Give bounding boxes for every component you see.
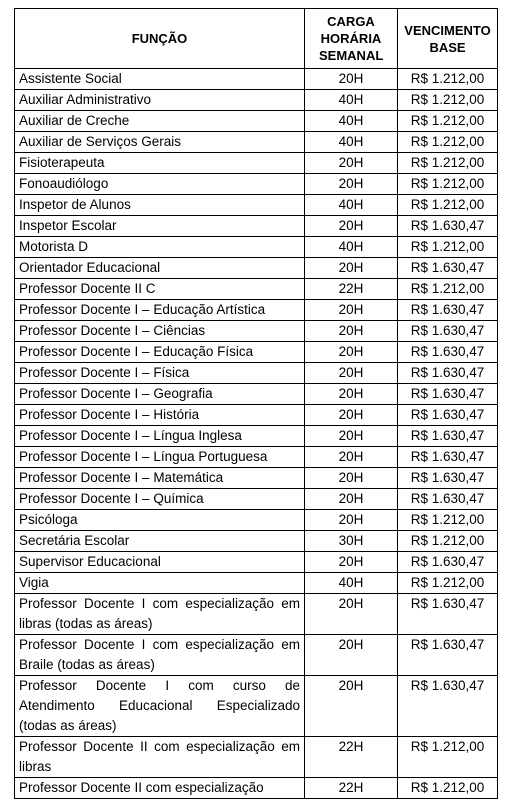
cell-carga-horaria: 20H: [305, 216, 398, 237]
cell-carga-horaria: 40H: [305, 132, 398, 153]
cell-funcao: Professor Docente I – História: [15, 405, 305, 426]
header-carga-horaria: CARGA HORÁRIA SEMANAL: [305, 9, 398, 69]
cell-funcao: Professor Docente I – Química: [15, 489, 305, 510]
header-vencimento-base: VENCIMENTO BASE: [398, 9, 498, 69]
table-row: [15, 384, 498, 405]
cell-carga-horaria: 20H: [305, 552, 398, 573]
cell-vencimento-base: R$ 1.630,47: [398, 321, 498, 342]
cell-funcao: Professor Docente I – Língua Portuguesa: [15, 447, 305, 468]
cell-vencimento-base: R$ 1.212,00: [398, 90, 498, 111]
cell-funcao: Orientador Educacional: [15, 258, 305, 279]
cell-funcao: Vigia: [15, 573, 305, 594]
table-row: [15, 635, 498, 676]
cell-carga-horaria: 40H: [305, 237, 398, 258]
table-row: [15, 216, 498, 237]
table-row: [15, 594, 498, 635]
cell-funcao: Supervisor Educacional: [15, 552, 305, 573]
cell-vencimento-base: R$ 1.212,00: [398, 237, 498, 258]
cell-carga-horaria: 22H: [305, 737, 398, 778]
cell-carga-horaria: 40H: [305, 573, 398, 594]
cell-funcao: Professor Docente I – Educação Artística: [15, 300, 305, 321]
cell-vencimento-base: R$ 1.212,00: [398, 279, 498, 300]
cell-vencimento-base: R$ 1.630,47: [398, 447, 498, 468]
cell-funcao: Professor Docente I – Língua Inglesa: [15, 426, 305, 447]
table-row: [15, 363, 498, 384]
cell-funcao: Professor Docente I – Física: [15, 363, 305, 384]
cell-funcao: Auxiliar de Serviços Gerais: [15, 132, 305, 153]
cell-carga-horaria: 22H: [305, 279, 398, 300]
table-row: [15, 405, 498, 426]
header-funcao: FUNÇÃO: [15, 9, 305, 69]
table-row: [15, 489, 498, 510]
cell-vencimento-base: R$ 1.212,00: [398, 195, 498, 216]
cell-carga-horaria: 20H: [305, 321, 398, 342]
cell-funcao: Psicóloga: [15, 510, 305, 531]
cell-carga-horaria: 20H: [305, 174, 398, 195]
cell-carga-horaria: 20H: [305, 405, 398, 426]
cell-vencimento-base: R$ 1.630,47: [398, 342, 498, 363]
cell-funcao: Inspetor de Alunos: [15, 195, 305, 216]
cell-funcao: Professor Docente II com especialização: [15, 778, 305, 799]
table-row: [15, 195, 498, 216]
table-row: [15, 676, 498, 737]
cell-funcao: Professor Docente I com especialização em Braile (todas as áreas): [15, 635, 305, 676]
table-row: [15, 132, 498, 153]
table-row: [15, 468, 498, 489]
table-row: [15, 510, 498, 531]
table-row: [15, 111, 498, 132]
table-row: [15, 447, 498, 468]
cell-vencimento-base: R$ 1.630,47: [398, 468, 498, 489]
table-header-row: [15, 9, 498, 69]
cell-vencimento-base: R$ 1.212,00: [398, 174, 498, 195]
cell-funcao: Professor Docente II com especialização em libras: [15, 737, 305, 778]
table-row: [15, 90, 498, 111]
cell-carga-horaria: 20H: [305, 510, 398, 531]
cell-vencimento-base: R$ 1.630,47: [398, 405, 498, 426]
cell-carga-horaria: 40H: [305, 195, 398, 216]
cell-funcao: Professor Docente I com especialização em libras (todas as áreas): [15, 594, 305, 635]
cell-funcao: Fisioterapeuta: [15, 153, 305, 174]
table-row: [15, 279, 498, 300]
cell-vencimento-base: R$ 1.212,00: [398, 573, 498, 594]
cell-funcao: Fonoaudiólogo: [15, 174, 305, 195]
table-row: [15, 321, 498, 342]
cell-funcao: Professor Docente I – Ciências: [15, 321, 305, 342]
cell-carga-horaria: 20H: [305, 426, 398, 447]
table-row: [15, 69, 498, 90]
table-row: [15, 426, 498, 447]
cell-carga-horaria: 20H: [305, 635, 398, 676]
cell-vencimento-base: R$ 1.630,47: [398, 363, 498, 384]
cell-vencimento-base: R$ 1.212,00: [398, 531, 498, 552]
cell-funcao: Auxiliar Administrativo: [15, 90, 305, 111]
cell-carga-horaria: 20H: [305, 489, 398, 510]
cell-vencimento-base: R$ 1.212,00: [398, 510, 498, 531]
cell-vencimento-base: R$ 1.630,47: [398, 635, 498, 676]
cell-funcao: Motorista D: [15, 237, 305, 258]
table-row: [15, 778, 498, 799]
table-row: [15, 258, 498, 279]
cell-carga-horaria: 20H: [305, 153, 398, 174]
salary-table: [14, 8, 498, 799]
cell-vencimento-base: R$ 1.630,47: [398, 489, 498, 510]
cell-vencimento-base: R$ 1.212,00: [398, 69, 498, 90]
salary-table-container: [14, 8, 498, 799]
table-row: [15, 153, 498, 174]
cell-funcao: Professor Docente I com curso de Atendimento Educacional Especializado (todas as áreas): [15, 676, 305, 737]
table-row: [15, 552, 498, 573]
cell-funcao: Professor Docente I – Educação Física: [15, 342, 305, 363]
cell-carga-horaria: 20H: [305, 594, 398, 635]
cell-vencimento-base: R$ 1.630,47: [398, 300, 498, 321]
cell-carga-horaria: 20H: [305, 676, 398, 737]
cell-carga-horaria: 20H: [305, 300, 398, 321]
table-row: [15, 573, 498, 594]
cell-funcao: Professor Docente I – Matemática: [15, 468, 305, 489]
cell-carga-horaria: 20H: [305, 342, 398, 363]
cell-carga-horaria: 20H: [305, 69, 398, 90]
cell-vencimento-base: R$ 1.212,00: [398, 111, 498, 132]
cell-carga-horaria: 20H: [305, 447, 398, 468]
cell-funcao: Inspetor Escolar: [15, 216, 305, 237]
cell-carga-horaria: 40H: [305, 90, 398, 111]
cell-carga-horaria: 20H: [305, 384, 398, 405]
cell-carga-horaria: 20H: [305, 363, 398, 384]
cell-vencimento-base: R$ 1.212,00: [398, 132, 498, 153]
table-body: [15, 69, 498, 799]
table-row: [15, 174, 498, 195]
table-row: [15, 531, 498, 552]
cell-vencimento-base: R$ 1.630,47: [398, 216, 498, 237]
cell-vencimento-base: R$ 1.630,47: [398, 676, 498, 737]
cell-funcao: Assistente Social: [15, 69, 305, 90]
cell-carga-horaria: 40H: [305, 111, 398, 132]
cell-vencimento-base: R$ 1.630,47: [398, 258, 498, 279]
cell-vencimento-base: R$ 1.212,00: [398, 153, 498, 174]
cell-vencimento-base: R$ 1.630,47: [398, 384, 498, 405]
table-row: [15, 737, 498, 778]
cell-vencimento-base: R$ 1.630,47: [398, 426, 498, 447]
cell-vencimento-base: R$ 1.630,47: [398, 552, 498, 573]
cell-vencimento-base: R$ 1.630,47: [398, 594, 498, 635]
cell-carga-horaria: 20H: [305, 468, 398, 489]
table-row: [15, 300, 498, 321]
table-row: [15, 237, 498, 258]
cell-vencimento-base: R$ 1.212,00: [398, 737, 498, 778]
cell-funcao: Professor Docente II C: [15, 279, 305, 300]
cell-carga-horaria: 20H: [305, 258, 398, 279]
cell-carga-horaria: 30H: [305, 531, 398, 552]
cell-funcao: Professor Docente I – Geografia: [15, 384, 305, 405]
cell-carga-horaria: 22H: [305, 778, 398, 799]
table-row: [15, 342, 498, 363]
cell-vencimento-base: R$ 1.212,00: [398, 778, 498, 799]
cell-funcao: Auxiliar de Creche: [15, 111, 305, 132]
cell-funcao: Secretária Escolar: [15, 531, 305, 552]
